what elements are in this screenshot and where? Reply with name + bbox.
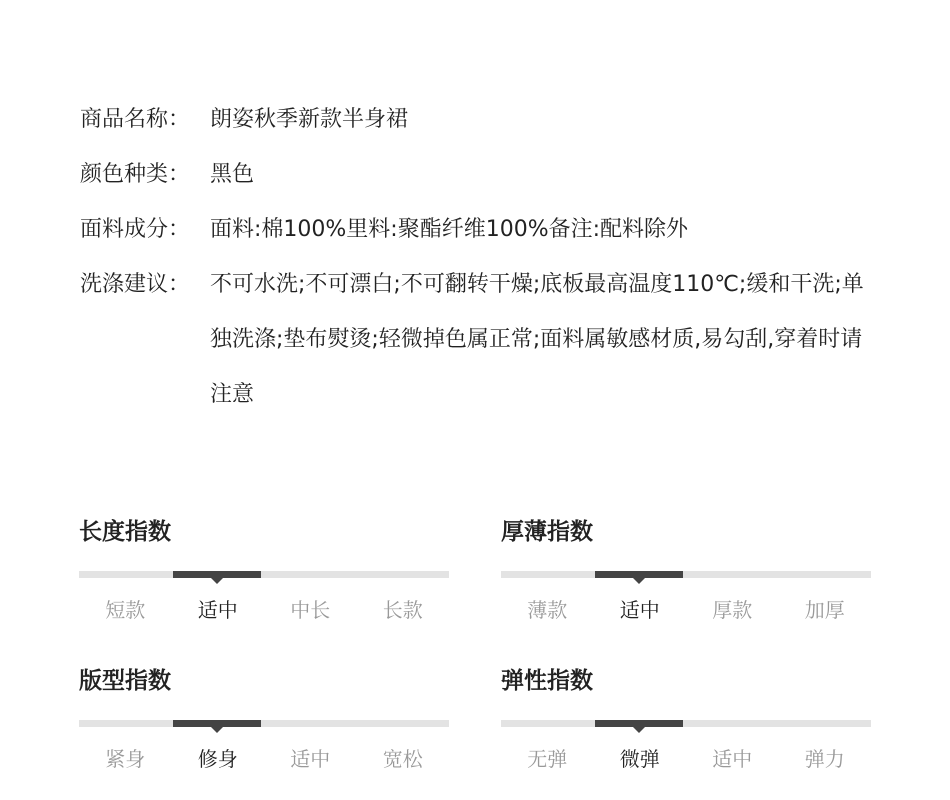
product-info [80,92,880,422]
metric-options [79,596,449,624]
metric-option: 弹力 [804,747,845,771]
metric-option: 适中 [290,747,331,771]
metric-elasticity [501,666,871,773]
info-value: 不可水洗;不可漂白;不可翻转干燥;底板最高温度110℃;缓和干洗;单独洗涤;垫布熨烫;轻微掉色属正常;面料属敏感材质,易勾刮,穿着时请注意 [210,272,864,407]
metric-track [79,571,449,578]
info-row-material [80,202,880,257]
info-label: 颜色种类： [80,162,191,187]
metric-fit [79,666,449,773]
metric-option: 加厚 [804,598,845,622]
metric-length [79,517,449,624]
info-value: 面料:棉100%里料:聚酯纤维100%备注:配料除外 [210,217,689,242]
metric-option: 修身 [197,747,238,771]
metric-track [501,720,871,727]
metric-options [501,745,871,773]
metric-thickness [501,517,871,624]
metric-option: 适中 [712,747,753,771]
metric-option: 中长 [290,598,331,622]
info-label: 洗涤建议： [80,272,191,297]
metric-option: 无弹 [527,747,568,771]
metric-option: 宽松 [382,747,423,771]
info-value: 朗姿秋季新款半身裙 [210,107,409,132]
metric-title: 厚薄指数 [501,519,593,545]
metric-option: 短款 [105,598,146,622]
metric-option: 适中 [619,598,660,622]
metric-option: 厚款 [712,598,753,622]
metric-option: 适中 [197,598,238,622]
metric-title: 弹性指数 [501,668,593,694]
info-row-care [80,257,880,422]
metric-track [501,571,871,578]
metric-options [79,745,449,773]
metric-title: 长度指数 [79,519,171,545]
metric-title: 版型指数 [79,668,171,694]
metric-option: 微弹 [619,747,660,771]
metric-indicator [595,571,683,578]
metric-track [79,720,449,727]
metric-option: 薄款 [527,598,568,622]
metric-indicator [173,720,261,727]
metric-options [501,596,871,624]
info-label: 面料成分： [80,217,191,242]
info-row-color [80,147,880,202]
metric-indicator [595,720,683,727]
metric-option: 紧身 [105,747,146,771]
info-value: 黑色 [210,162,255,187]
metric-option: 长款 [382,598,423,622]
info-label: 商品名称： [80,107,191,132]
metric-indicator [173,571,261,578]
info-row-name [80,92,880,147]
